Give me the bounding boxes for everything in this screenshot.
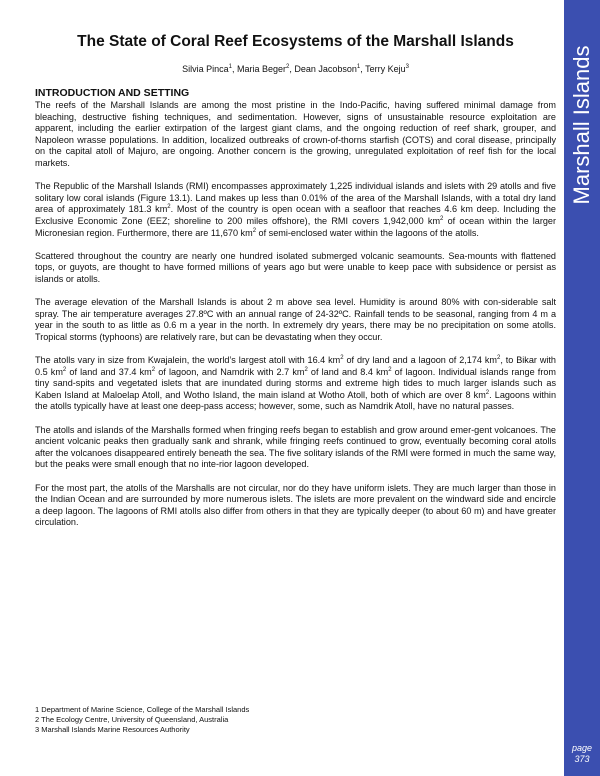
author-affiliation-marker: 1	[228, 64, 232, 70]
superscript: 2	[167, 204, 171, 211]
article-title: The State of Coral Reef Ecosystems of the Marshall Islands	[77, 33, 514, 50]
footnote: 1 Department of Marine Science, College of the Marshall Islands	[35, 705, 250, 714]
sidebar-title-text: Marshall Islands	[569, 45, 594, 205]
paragraph-text: of land and 37.4 km	[66, 366, 152, 377]
author-name: Silvia Pinca	[182, 64, 229, 74]
author-list	[35, 63, 556, 75]
author-affiliation-marker: 2	[285, 64, 290, 70]
paragraph-text: of dry land and a lagoon of 2,174 km	[343, 355, 497, 366]
superscript: 2	[496, 355, 501, 362]
paragraph-text: . Most of the country is open ocean with a seafloor that reaches 4.6 km deep. Including the Exclusive Economic Zone (EEZ; shoreline to 200 miles offshore), the RMI covers 1,942,000 km	[35, 204, 556, 226]
paragraph-text: of ocean within the larger Micronesian region. Furthermore, there are 11,670 km	[35, 215, 556, 238]
body-paragraph	[35, 483, 556, 529]
body-paragraph	[35, 425, 556, 471]
author-separator: ,	[289, 64, 295, 74]
paragraph-text: Scattered throughout the country are nearly one hundred isolated submerged volcanic seamounts. Sea-mounts with flattened tops, or guyots, are thought to have formed millions of years ago but were unable to keep pace with subsidence or persist as islands or atolls.	[35, 250, 556, 284]
author-separator: ,	[360, 64, 366, 74]
page-number: 373	[574, 754, 590, 764]
paragraph-text: of land and 8.4 km	[307, 366, 389, 377]
paragraph-list	[35, 100, 556, 529]
superscript: 2	[440, 215, 444, 222]
paragraph-text: of lagoon. Individual islands range from tiny sand-spits and vegetated islets that are inundated during storms and extreme high tides to much larger islands such as Kaben Island at Maloelap Atoll, and Wotho Island, the main island at Wotho Atoll, both of which are over 8 km	[35, 366, 556, 400]
sidebar-title	[564, 30, 600, 220]
author-affiliation-marker: 3	[405, 64, 409, 70]
paragraph-text: , to Bikar with 0.5 km	[35, 355, 556, 377]
superscript: 2	[388, 366, 392, 373]
body-paragraph	[35, 297, 556, 343]
paragraph-text: The average elevation of the Marshall Islands is about 2 m above sea level. Humidity is around 80% with con-siderable salt spray. The air temperature averages 27.8ºC with an annual range of 24-32ºC. Rainfall tends to be seasonal, ranging from 4 m a year in the south to as little as 0.6 m a year in the north. In extremely dry years, there may be no precipitation on some atolls. Tropical storms (typhoons) are relatively rare, but can be devastating when they occur.	[35, 297, 556, 342]
paragraph-text: The atolls and islands of the Marshalls formed when fringing reefs began to establish and grow around emer-gent volcanoes. The ancient volcanic peaks then gradually sank and shrank, while fringing reefs continued to grow, eventually becoming coral atolls after the volcanoes disappeared entirely beneath the sea. The five solitary islands of the RMI were formed in much the same way, but the peaks were small enough that no inte-rior lagoon developed.	[35, 424, 556, 470]
page-label: page	[571, 743, 593, 753]
author-affiliation-marker: 1	[356, 64, 361, 70]
superscript: 2	[252, 227, 257, 234]
superscript: 2	[62, 366, 67, 373]
body-paragraph	[35, 251, 556, 286]
paragraph-text: The reefs of the Marshall Islands are among the most pristine in the Indo-Pacific, having suffered minimal damage from bleaching, destructive fishing techniques, and sedimentation. However, signs of unsustainable resource exploitation are apparent, including the earlier extirpation of the largest giant clams, and the ongoing reduction of reef shark, grouper, and Napoleon wrasse populations. In addition, localized outbreaks of crown-of-thorns starfish (COTS) and coral disease, principally on the capital atoll of Majuro, are ongoing. Another concern is the growing, unregulated exploitation of reef fish for the local markets.	[35, 100, 556, 168]
article-body	[35, 32, 556, 541]
footnote: 2 The Ecology Centre, University of Queensland, Australia	[35, 714, 229, 724]
paragraph-text: The Republic of the Marshall Islands (RMI) encompasses approximately 1,225 individual islands and islets with 29 atolls and five solitary low coral islands (Figure 13.1). Land makes up less than 0.01% of the area of the Marshall Islands, with a total dry land area of approximately 181.3 km	[35, 181, 556, 215]
chapter-sidebar	[564, 0, 600, 776]
author-name: Dean Jacobson	[294, 64, 357, 74]
footnote: 3 Marshall Islands Marine Resources Authority	[35, 724, 190, 734]
section-heading: INTRODUCTION AND SETTING	[35, 87, 190, 99]
superscript: 2	[151, 366, 156, 373]
paragraph-text: . Lagoons within the atolls typically have at least one deep-pass access; however, some, such as Namdrik Atoll, have no natural passes.	[35, 389, 556, 412]
body-paragraph	[35, 355, 556, 413]
author-name: Maria Beger	[236, 64, 286, 74]
author-name: Terry Keju	[365, 64, 406, 74]
paragraph-text: of semi-enclosed water within the lagoons of the atolls.	[256, 227, 479, 238]
superscript: 2	[340, 355, 344, 362]
superscript: 2	[304, 366, 308, 373]
paragraph-text: of lagoon, and Namdrik with 2.7 km	[155, 366, 305, 377]
paragraph-text: The atolls vary in size from Kwajalein, the world’s largest atoll with 16.4 km	[35, 355, 341, 366]
paragraph-text: For the most part, the atolls of the Marshalls are not circular, nor do they have uniform islets. They are much larger than those in the Indian Ocean and are surrounded by more numerous islets. The islets are more prevalent on the windward side and encircle a deep lagoon. The lagoons of RMI atolls also differ from others in that they are typically deeper (to about 60 m) and have greater circulation.	[35, 482, 556, 528]
superscript: 2	[485, 389, 490, 396]
author-separator: ,	[231, 64, 237, 74]
body-paragraph	[35, 100, 556, 170]
body-paragraph	[35, 181, 556, 239]
footnotes	[35, 705, 556, 734]
